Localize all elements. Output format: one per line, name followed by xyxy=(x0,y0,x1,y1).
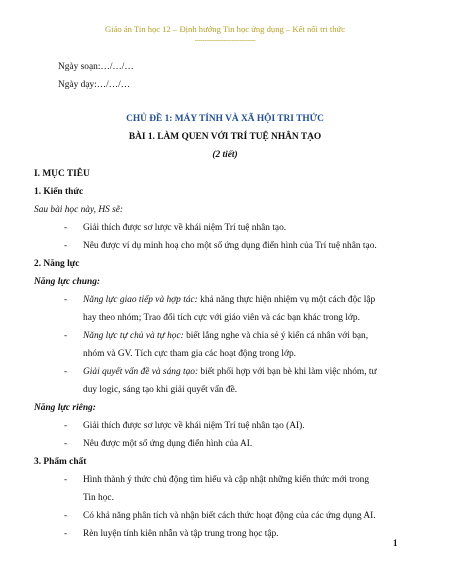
specific-competence-item-1: Giải thích được sơ lược về khái niệm Trí tuệ nhân tạo (AI). xyxy=(83,421,305,431)
bullet-dash: - xyxy=(64,421,68,431)
bullet-dash: - xyxy=(64,511,68,521)
bullet-dash: - xyxy=(64,367,68,377)
section-objectives-heading: I. MỤC TIÊU xyxy=(34,169,90,179)
bullet-dash: - xyxy=(64,331,68,341)
general-competence-item-1-line-1: Năng lực giao tiếp và hợp tác: khả năng thực hiện nhiệm vụ một cách độc lập xyxy=(83,295,376,305)
quality-item-3: Rèn luyện tính kiên nhẫn và tập trung trong học tập. xyxy=(83,529,279,539)
general-competence-item-3-line-1: Giải quyết vấn đề và sáng tạo: biết phối hợp với bạn bè khi làm việc nhóm, tư xyxy=(83,367,377,377)
knowledge-item-2: Nêu được ví dụ minh hoạ cho một số ứng dụng điển hình của Trí tuệ nhân tạo. xyxy=(83,241,377,251)
general-competence-item-2-line-1: Năng lực tự chủ và tự học: biết lắng nghe và chia sẻ ý kiến cá nhân với bạn, xyxy=(83,331,369,341)
quality-item-1-line-1: Hình thành ý thức chủ động tìm hiểu và cập nhật những kiến thức mới trong xyxy=(83,475,370,485)
knowledge-intro: Sau bài học này, HS sẽ: xyxy=(34,205,124,215)
knowledge-heading: 1. Kiến thức xyxy=(34,187,84,197)
knowledge-item-1: Giải thích được sơ lược về khái niệm Trí tuệ nhân tạo. xyxy=(83,223,287,233)
general-competence-heading: Năng lực chung: xyxy=(34,277,101,287)
qualities-heading: 3. Phẩm chất xyxy=(34,457,87,467)
date-prepared: Ngày soạn:…/…/… xyxy=(58,62,134,72)
date-taught: Ngày dạy:…/…/… xyxy=(58,80,131,90)
specific-competence-heading: Năng lực riêng: xyxy=(34,403,96,413)
bullet-dash: - xyxy=(64,529,68,539)
bullet-dash: - xyxy=(64,439,68,449)
bullet-dash: - xyxy=(64,241,68,251)
general-competence-item-1-line-2: hay theo nhóm; Trao đổi tích cực với giáo viên và các bạn khác trong lớp. xyxy=(83,313,360,323)
general-competence-item-3-line-2: duy logic, sáng tạo khi giải quyết vấn đề. xyxy=(83,385,238,395)
general-competence-item-2-line-2: nhóm và GV. Tích cực tham gia các hoạt động trong lớp. xyxy=(83,349,297,359)
chapter-title: CHỦ ĐỀ 1: MÁY TÍNH VÀ XÃ HỘI TRI THỨC xyxy=(126,114,324,124)
competence-heading: 2. Năng lực xyxy=(34,259,80,269)
bullet-dash: - xyxy=(64,295,68,305)
specific-competence-item-2: Nêu được một số ứng dụng điển hình của AI. xyxy=(83,439,253,449)
bullet-dash: - xyxy=(64,223,68,233)
page-header-separator: ------------------------------ xyxy=(194,36,256,44)
quality-item-1-line-2: Tin học. xyxy=(83,493,114,503)
lesson-duration: (2 tiết) xyxy=(212,150,238,160)
page-number: 1 xyxy=(393,538,398,548)
quality-item-2: Có khả năng phân tích và nhận biết cách thức hoạt động của các ứng dụng AI. xyxy=(83,511,376,521)
lesson-title: BÀI 1. LÀM QUEN VỚI TRÍ TUỆ NHÂN TẠO xyxy=(128,132,322,142)
page-header-title: Giáo án Tin học 12 – Định hướng Tin học ứng dụng – Kết nối tri thức xyxy=(104,24,346,34)
bullet-dash: - xyxy=(64,475,68,485)
